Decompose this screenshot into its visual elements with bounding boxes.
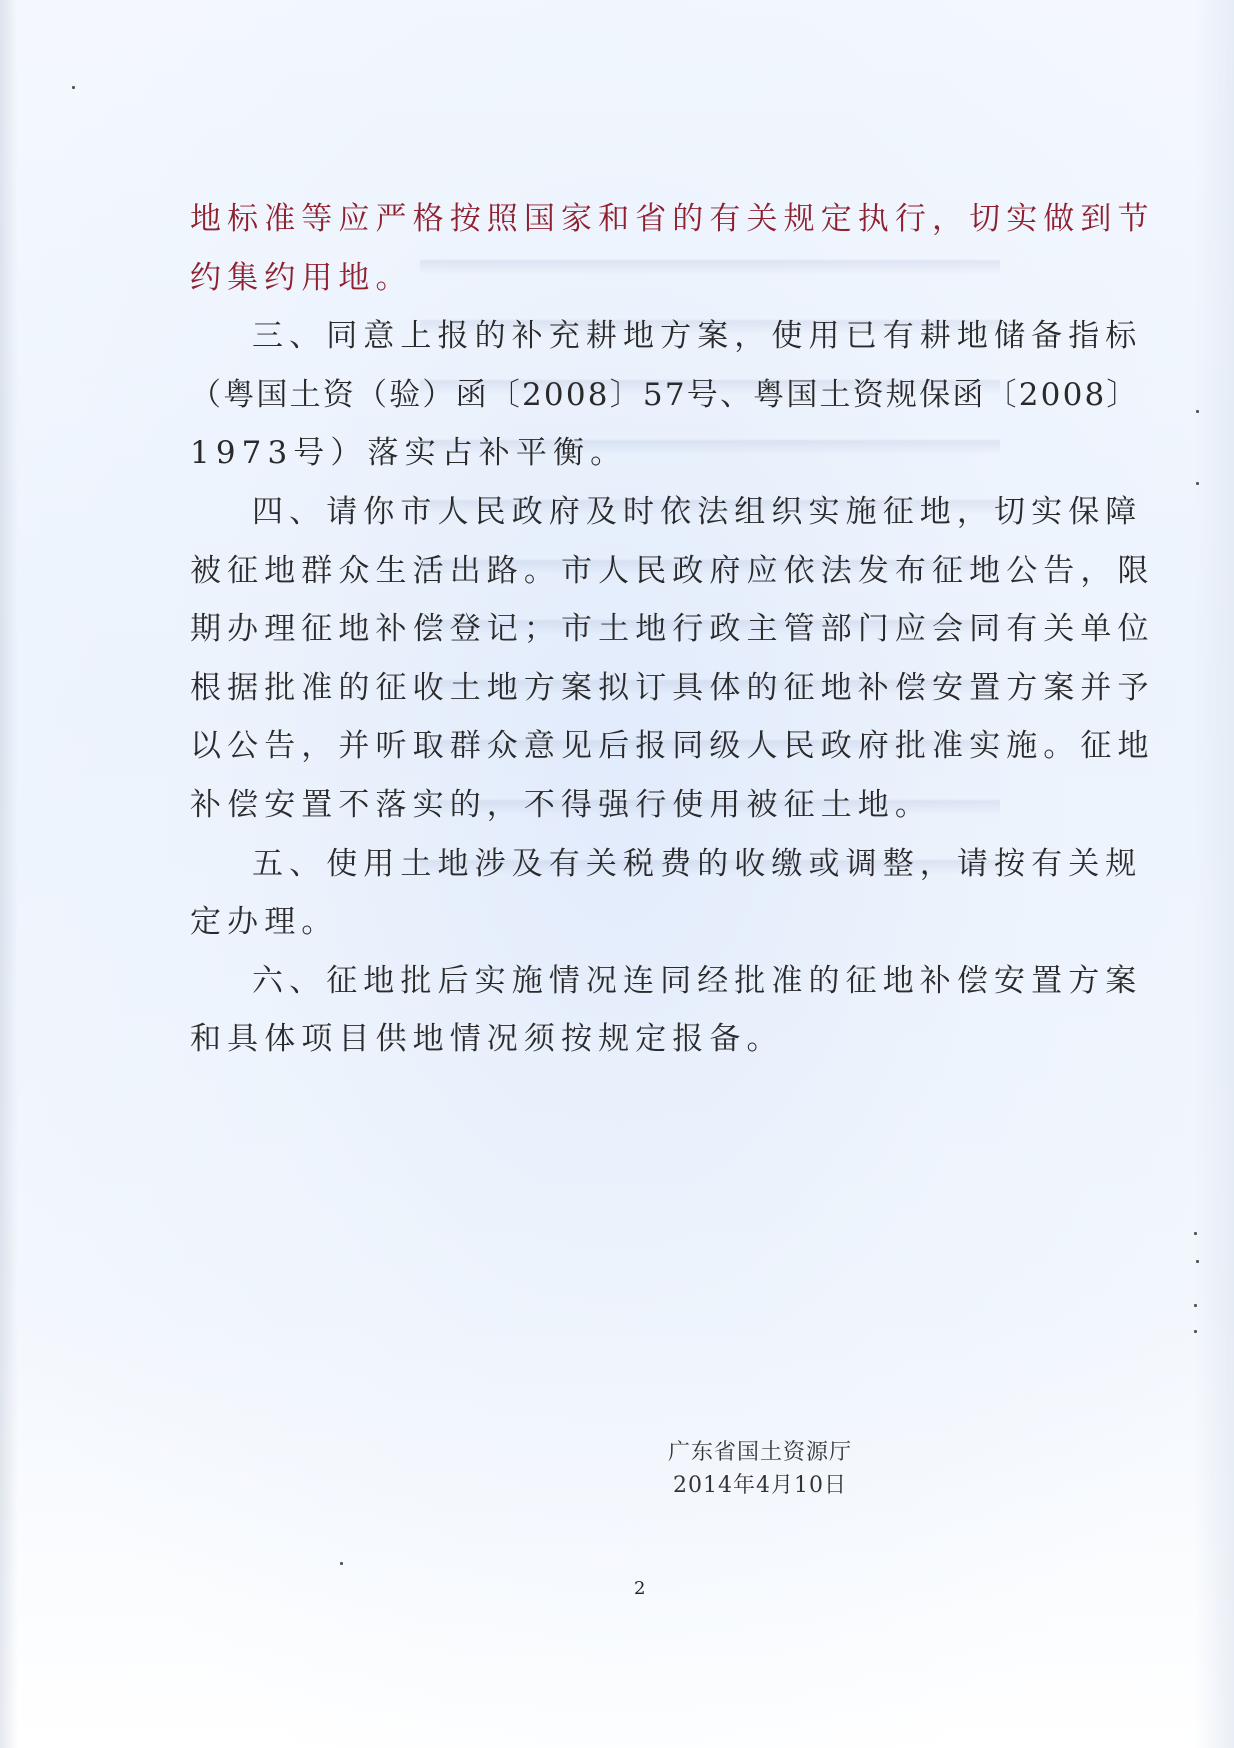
text-line: 和具体项目供地情况须按规定报备。 [190, 1021, 784, 1058]
text-line: 1973号）落实占补平衡。 [190, 435, 628, 472]
scan-left-shadow [0, 0, 18, 1748]
scan-speck [1194, 1232, 1197, 1235]
text-line: （粤国土资（验）函〔2008〕57号、粤国土资规保函〔2008〕 [190, 376, 1140, 413]
text-line: 地标准等应严格按照国家和省的有关规定执行，切实做到节 [190, 201, 1155, 237]
text-line: 期办理征地补偿登记；市土地行政主管部门应会同有关单位 [190, 611, 1155, 648]
signature-block [668, 1436, 852, 1502]
scan-speck [1194, 1330, 1197, 1333]
text-line: 补偿安置不落实的，不得强行使用被征土地。 [190, 786, 932, 823]
scan-speck [72, 86, 75, 89]
text-line: 被征地群众生活出路。市人民政府应依法发布征地公告，限 [190, 552, 1155, 589]
text-line: 五、使用土地涉及有关税费的收缴或调整，请按有关规 [252, 845, 1143, 882]
scan-speck [340, 1562, 343, 1565]
text-line: 四、请你市人民政府及时依法组织实施征地，切实保障 [252, 493, 1143, 530]
scan-speck [1196, 1260, 1199, 1263]
scan-right-edge [1194, 0, 1234, 1748]
text-line: 约集约用地。 [190, 259, 413, 296]
text-line: 三、同意上报的补充耕地方案，使用已有耕地储备指标 [252, 318, 1143, 355]
scan-speck [1194, 1304, 1197, 1307]
issuer-name: 广东省国土资源厅 [668, 1440, 853, 1465]
text-line: 六、征地批后实施情况连同经批准的征地补偿安置方案 [252, 962, 1143, 999]
scan-speck [1196, 410, 1199, 413]
text-line: 定办理。 [190, 904, 339, 941]
document-body [190, 190, 1155, 1069]
text-line: 根据批准的征收土地方案拟订具体的征地补偿安置方案并予 [190, 669, 1155, 706]
page-number: 2 [634, 1578, 646, 1599]
scan-speck [1196, 482, 1199, 485]
issue-date: 2014年4月10日 [673, 1473, 847, 1498]
text-line: 以公告，并听取群众意见后报同级人民政府批准实施。征地 [190, 728, 1155, 765]
